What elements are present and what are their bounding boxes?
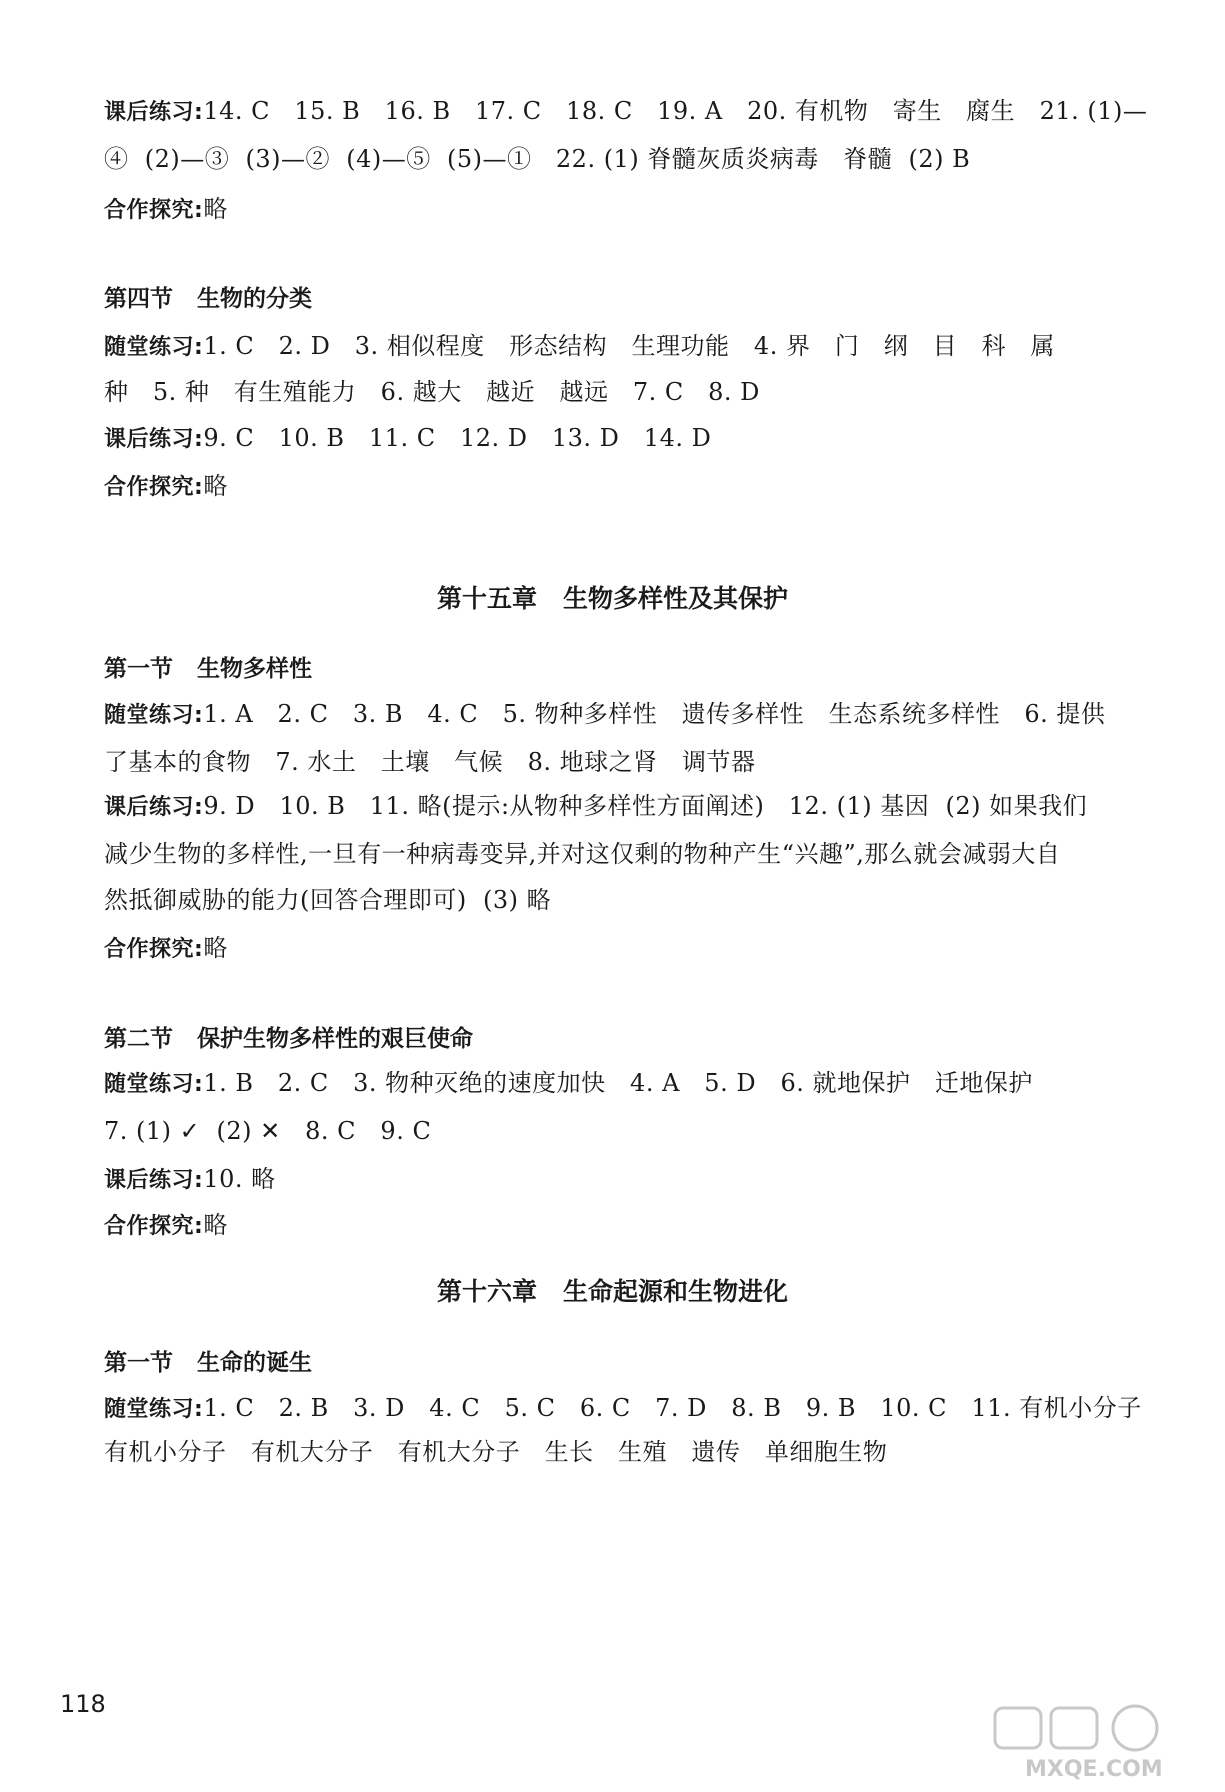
answer-text: 1. C 2. B 3. D 4. C 5. C 6. C 7. D 8. B 9. B 10. C 11. 有机小分子: [203, 1394, 1142, 1422]
section-heading: 第四节 生物的分类: [104, 286, 313, 312]
answer-text: 减少生物的多样性,一旦有一种病毒变异,并对这仅剩的物种产生“兴趣”,那么就会减弱大自: [104, 840, 1061, 868]
answer-label: 合作探究:: [104, 475, 204, 500]
answer-text: 有机小分子 有机大分子 有机大分子 生长 生殖 遗传 单细胞生物: [104, 1438, 888, 1466]
answer-text: 10. 略: [203, 1165, 276, 1193]
section-heading: 第一节 生命的诞生: [104, 1350, 313, 1376]
answer-label: 合作探究:: [104, 937, 204, 962]
answer-line: [104, 838, 1060, 870]
answer-text: ④ (2)—③ (3)—② (4)—⑤ (5)—① 22. (1) 脊髓灰质炎病毒 脊髓 (2) B: [104, 145, 971, 173]
chapter-heading: 第十五章 生物多样性及其保护: [436, 584, 789, 613]
answer-line: [104, 746, 756, 778]
section-heading: 第一节 生物多样性: [104, 656, 313, 682]
answer-text: 14. C 15. B 16. B 17. C 18. C 19. A 20. 有机物 寄生 腐生 21. (1)—: [203, 97, 1148, 125]
answer-line: [104, 193, 228, 227]
page-number: 118: [60, 1690, 106, 1718]
answer-line: [104, 1115, 431, 1147]
answer-line: [104, 1392, 1142, 1426]
answer-text: 略: [203, 195, 228, 223]
answer-text: 7. (1) ✓ (2) ✕ 8. C 9. C: [104, 1117, 432, 1145]
answer-line: [104, 790, 1087, 824]
watermark-text: MXQE.COM: [1025, 1757, 1163, 1782]
answer-line: [104, 143, 970, 175]
answer-text: 然抵御威胁的能力(回答合理即可) (3) 略: [104, 886, 552, 914]
answer-label: 随堂练习:: [104, 1072, 204, 1097]
answer-text: 1. C 2. D 3. 相似程度 形态结构 生理功能 4. 界 门 纲 目 科 属: [203, 332, 1055, 360]
answer-label: 合作探究:: [104, 198, 204, 223]
answer-line: [104, 698, 1105, 732]
answer-text: 9. C 10. B 11. C 12. D 13. D 14. D: [203, 424, 712, 452]
answer-text: 9. D 10. B 11. 略(提示:从物种多样性方面阐述) 12. (1) 基因 (2) 如果我们: [203, 792, 1088, 820]
answer-label: 课后练习:: [104, 100, 204, 125]
answer-line: [104, 95, 1147, 129]
answer-line: [104, 330, 1055, 364]
answer-text: 略: [203, 934, 228, 962]
watermark-logo: [985, 1700, 1205, 1786]
answer-text: 1. A 2. C 3. B 4. C 5. 物种多样性 遗传多样性 生态系统多样性 6. 提供: [203, 700, 1106, 728]
answer-text: 种 5. 种 有生殖能力 6. 越大 越近 越远 7. C 8. D: [104, 378, 760, 406]
answer-text: 了基本的食物 7. 水土 土壤 气候 8. 地球之肾 调节器: [104, 748, 756, 776]
answer-line: [104, 1209, 228, 1243]
answer-line: [104, 932, 228, 966]
answer-label: 课后练习:: [104, 427, 204, 452]
answer-label: 课后练习:: [104, 795, 204, 820]
answer-line: [104, 422, 711, 456]
answer-label: 随堂练习:: [104, 335, 204, 360]
answer-label: 课后练习:: [104, 1168, 204, 1193]
section-heading: 第二节 保护生物多样性的艰巨使命: [104, 1026, 474, 1052]
answer-text: 1. B 2. C 3. 物种灭绝的速度加快 4. A 5. D 6. 就地保护 迁地保护: [203, 1069, 1033, 1097]
answer-line: [104, 884, 551, 916]
answer-line: [104, 1436, 887, 1468]
answer-label: 合作探究:: [104, 1214, 204, 1239]
answer-label: 随堂练习:: [104, 703, 204, 728]
answer-line: [104, 470, 228, 504]
answer-text: 略: [203, 1211, 228, 1239]
answer-line: [104, 1067, 1033, 1101]
chapter-heading: 第十六章 生命起源和生物进化: [436, 1277, 789, 1306]
answer-text: 略: [203, 472, 228, 500]
answer-line: [104, 1163, 276, 1197]
answer-line: [104, 376, 760, 408]
answer-label: 随堂练习:: [104, 1397, 204, 1422]
